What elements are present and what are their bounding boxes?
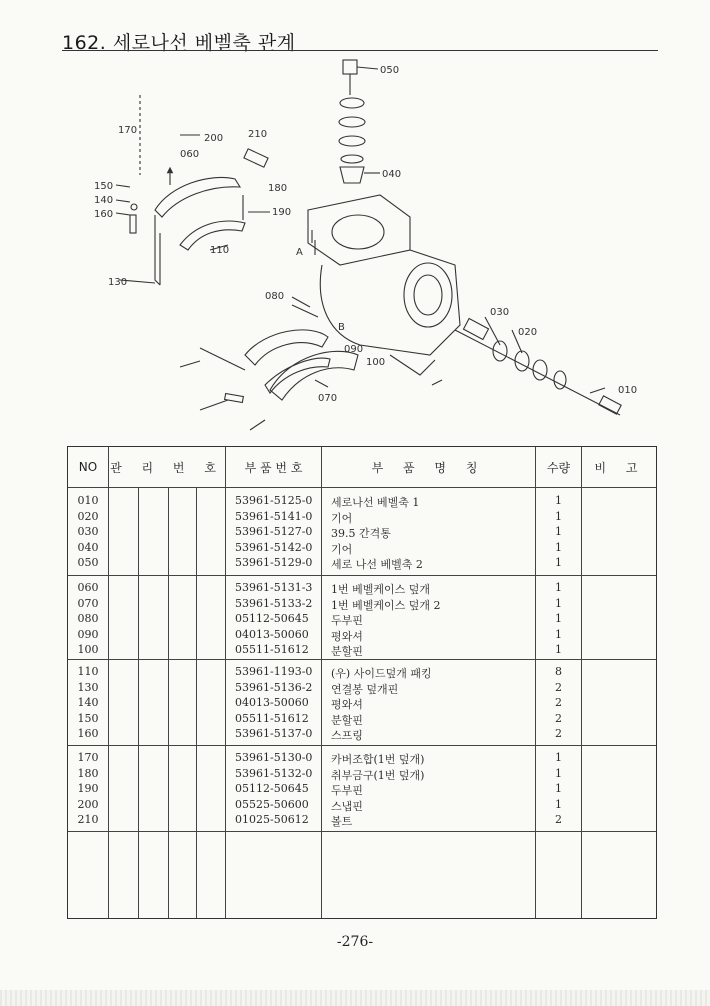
row-part-name: 취부금구(1번 덮개) xyxy=(331,768,425,782)
row-part-name: 볼트 xyxy=(331,815,353,829)
row-part-name: 분할핀 xyxy=(331,713,363,727)
row-no: 100 xyxy=(77,643,99,657)
group-divider xyxy=(68,831,656,832)
callout-080: 080 xyxy=(265,291,285,302)
diagram-svg xyxy=(60,55,660,445)
row-part-name: 두부핀 xyxy=(331,784,363,798)
row-no: 020 xyxy=(77,509,99,523)
row-part-number: 05511-51612 xyxy=(235,711,309,725)
callout-020: 020 xyxy=(518,327,538,338)
row-part-name: 카버조합(1번 덮개) xyxy=(331,753,425,766)
row-part-number: 05511-51612 xyxy=(235,643,309,657)
row-part-number: 53961-1193-0 xyxy=(235,665,313,678)
row-qty: 1 xyxy=(555,540,562,554)
row-no: 090 xyxy=(77,627,99,641)
row-part-name: 기어 xyxy=(331,542,353,556)
callout-030: 030 xyxy=(490,307,510,318)
washer-icon xyxy=(340,98,364,108)
callout-090: 090 xyxy=(344,344,364,355)
row-no: 140 xyxy=(77,696,99,710)
row-no: 210 xyxy=(77,813,99,827)
page-number: -276- xyxy=(336,934,374,950)
row-qty: 1 xyxy=(555,782,562,796)
callout-010: 010 xyxy=(618,385,638,396)
row-no: 200 xyxy=(77,797,99,811)
callout-200: 200 xyxy=(204,133,224,144)
row-part-name: 1번 베벨케이스 덮개 xyxy=(331,583,430,596)
callout-050: 050 xyxy=(380,65,400,76)
row-no: 050 xyxy=(77,556,99,570)
row-part-number: 53961-5141-0 xyxy=(235,509,313,523)
callout-150: 150 xyxy=(94,181,114,192)
row-part-name: 세로 나선 베벨축 2 xyxy=(331,558,423,572)
header-no: NO xyxy=(78,460,98,474)
row-part-number: 53961-5142-0 xyxy=(235,540,313,554)
row-part-number: 53961-5125-0 xyxy=(235,494,313,507)
row-part-number: 05112-50645 xyxy=(235,782,309,796)
callout-160: 160 xyxy=(94,209,114,220)
row-no: 180 xyxy=(77,766,99,780)
row-qty: 2 xyxy=(555,727,562,741)
title-underline xyxy=(62,50,658,51)
row-part-name: 세로나선 베벨축 1 xyxy=(331,496,420,509)
row-part-number: 04013-50060 xyxy=(235,696,309,710)
packing-110b-icon xyxy=(245,330,328,365)
row-no: 040 xyxy=(77,540,99,554)
gear-040-icon xyxy=(340,167,364,183)
row-no: 190 xyxy=(77,782,99,796)
row-part-number: 04013-50060 xyxy=(235,627,309,641)
row-part-name: 1번 베벨케이스 덮개 2 xyxy=(331,598,441,612)
row-part-name: 평와셔 xyxy=(331,629,363,643)
row-no: 110 xyxy=(77,665,99,678)
callout-190: 190 xyxy=(272,207,292,218)
header-mgmt-number: 관 리 번 호 xyxy=(110,460,224,475)
row-part-number: 53961-5132-0 xyxy=(235,766,313,780)
row-part-name: 분할핀 xyxy=(331,645,363,659)
scan-artifact-strip xyxy=(0,990,710,1006)
row-qty: 1 xyxy=(555,525,562,539)
header-part-name: 부 품 명 칭 xyxy=(371,460,486,475)
callout-180: 180 xyxy=(268,183,288,194)
row-part-number: 05112-50645 xyxy=(235,612,309,626)
row-part-name: 39.5 간격통 xyxy=(331,527,391,541)
row-no: 160 xyxy=(77,727,99,741)
row-qty: 2 xyxy=(555,813,562,827)
row-part-number: 53961-5136-2 xyxy=(235,680,313,694)
row-part-number: 53961-5130-0 xyxy=(235,751,313,764)
row-no: 150 xyxy=(77,711,99,725)
row-part-name: 스냅핀 xyxy=(331,799,363,813)
row-qty: 2 xyxy=(555,696,562,710)
col-divider xyxy=(225,447,226,918)
bevel-case-top xyxy=(308,195,410,265)
callout-070: 070 xyxy=(318,393,338,404)
row-qty: 1 xyxy=(555,596,562,610)
row-qty: 1 xyxy=(555,509,562,523)
callout-060: 060 xyxy=(180,149,200,160)
row-part-number: 53961-5129-0 xyxy=(235,556,313,570)
row-part-number: 01025-50612 xyxy=(235,813,309,827)
header-divider xyxy=(68,487,656,488)
row-qty: 1 xyxy=(555,581,562,594)
parts-table xyxy=(67,446,657,919)
row-part-name: 연결봉 덮개핀 xyxy=(331,682,399,696)
part-050-shaft-head xyxy=(343,60,357,74)
row-qty: 1 xyxy=(555,766,562,780)
mgmt-subcol xyxy=(138,487,139,918)
row-qty: 1 xyxy=(555,797,562,811)
row-qty: 1 xyxy=(555,627,562,641)
group-divider xyxy=(68,575,656,576)
row-qty: 1 xyxy=(555,751,562,764)
header-remark: 비 고 xyxy=(594,460,646,475)
callout-110: 110 xyxy=(210,245,230,256)
row-part-number: 53961-5137-0 xyxy=(235,727,313,741)
row-part-name: 두부핀 xyxy=(331,614,363,628)
col-divider xyxy=(108,447,109,918)
exploded-parts-diagram xyxy=(60,55,660,445)
bevel-case-body xyxy=(320,250,460,355)
row-part-name: 평와셔 xyxy=(331,698,363,712)
row-part-name: 스프링 xyxy=(331,729,363,743)
row-part-number: 53961-5131-3 xyxy=(235,581,313,594)
row-qty: 2 xyxy=(555,680,562,694)
row-part-number: 53961-5133-2 xyxy=(235,596,313,610)
header-qty: 수량 xyxy=(546,460,571,475)
callout-100: 100 xyxy=(366,357,386,368)
row-qty: 1 xyxy=(555,612,562,626)
row-no: 130 xyxy=(77,680,99,694)
callout-b: B xyxy=(338,322,345,333)
cover-060-icon xyxy=(155,177,240,217)
callout-210: 210 xyxy=(248,129,268,140)
row-qty: 2 xyxy=(555,711,562,725)
callout-170: 170 xyxy=(118,125,138,136)
row-part-name: (우) 사이드덮개 패킹 xyxy=(331,667,432,680)
row-part-number: 53961-5127-0 xyxy=(235,525,313,539)
mgmt-subcol xyxy=(196,487,197,918)
row-no: 010 xyxy=(77,494,99,507)
mgmt-subcol xyxy=(168,487,169,918)
callout-a: A xyxy=(296,247,303,258)
row-qty: 1 xyxy=(555,643,562,657)
row-no: 030 xyxy=(77,525,99,539)
page-title: 162. 세로나선 베벨축 관계 xyxy=(62,32,296,54)
col-divider xyxy=(581,447,582,918)
row-part-number: 05525-50600 xyxy=(235,797,309,811)
row-no: 080 xyxy=(77,612,99,626)
row-no: 070 xyxy=(77,596,99,610)
row-qty: 1 xyxy=(555,494,562,507)
row-part-name: 기어 xyxy=(331,511,353,525)
callout-040: 040 xyxy=(382,169,402,180)
callout-130: 130 xyxy=(108,277,128,288)
callout-140: 140 xyxy=(94,195,114,206)
row-qty: 8 xyxy=(555,665,562,678)
row-no: 060 xyxy=(77,581,99,594)
header-part-number: 부 품 번 호 xyxy=(244,460,303,475)
group-divider xyxy=(68,745,656,746)
row-qty: 1 xyxy=(555,556,562,570)
row-no: 170 xyxy=(77,751,99,764)
